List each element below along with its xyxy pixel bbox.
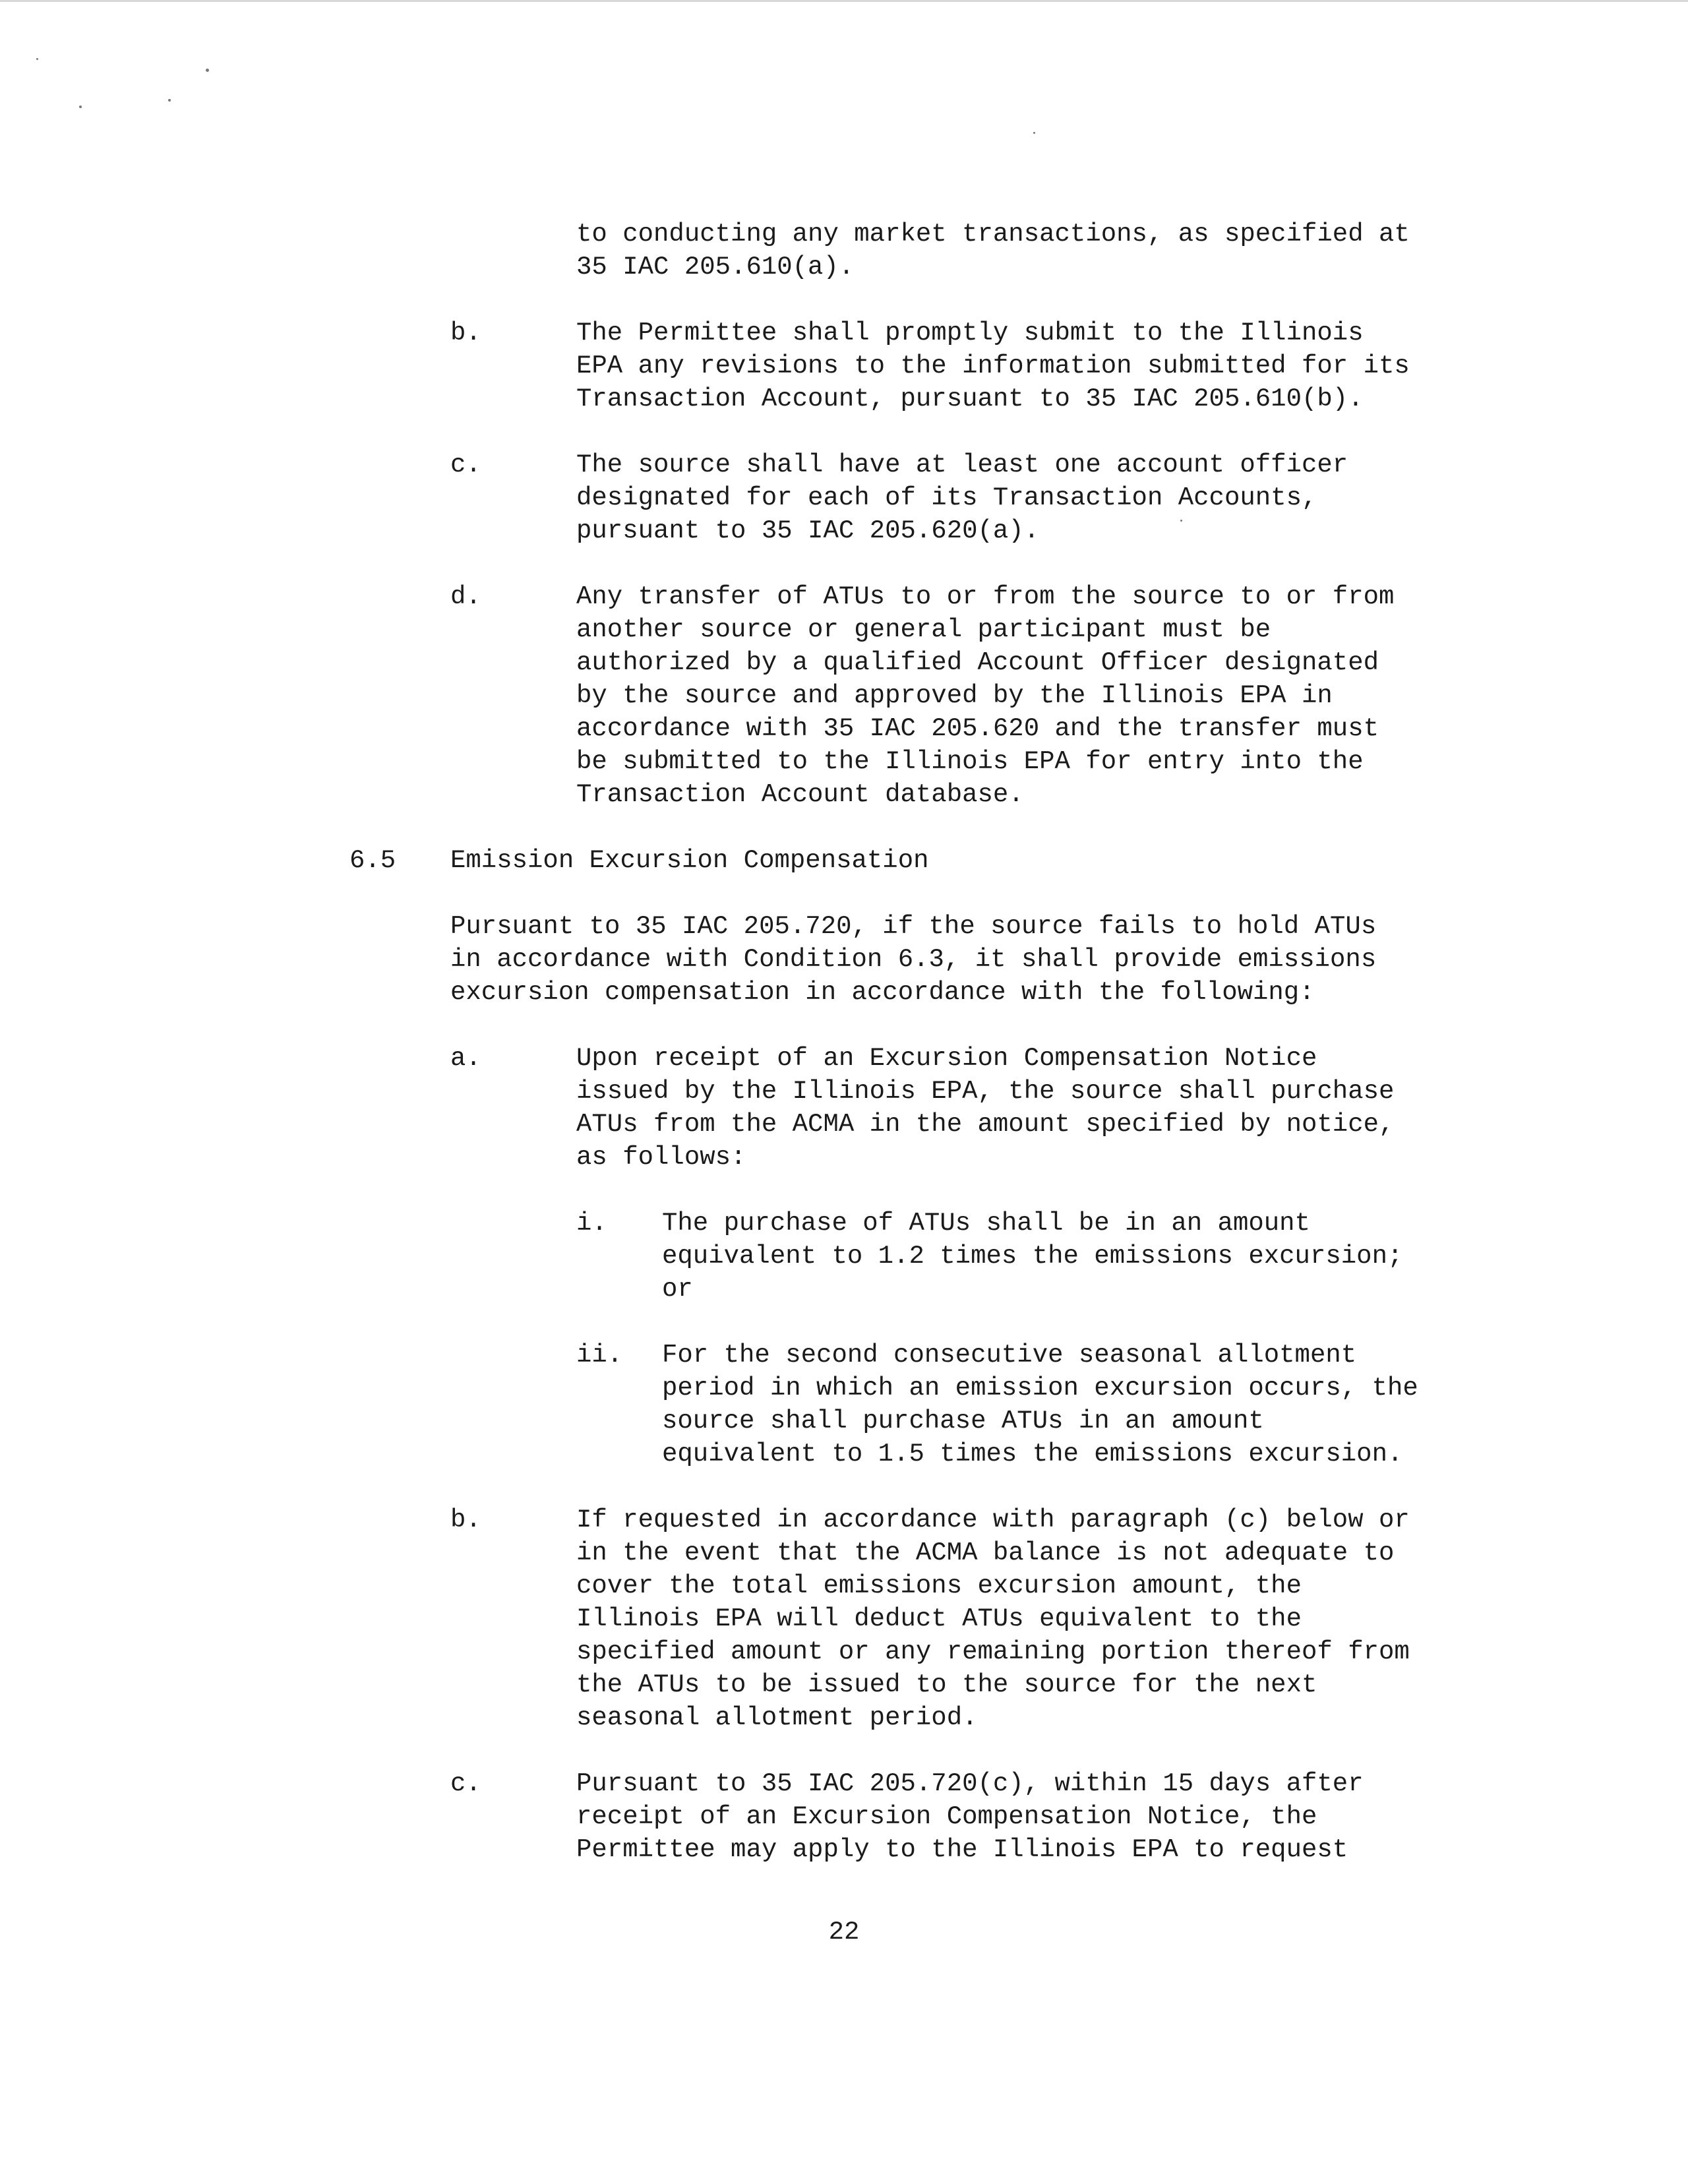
scan-speck (1033, 132, 1035, 134)
section-item-marker-a: a. (450, 1044, 481, 1073)
subitem-text-ii: For the second consecutive seasonal allotment period in which an emission excursion occurs, the source shall purchase ATUs in an amount equivalent to 1.5 times the emissions excursion. (662, 1341, 1418, 1469)
scan-speck (36, 58, 38, 60)
subitem-marker-ii: ii. (576, 1341, 623, 1370)
section-item-marker-b: b. (450, 1505, 481, 1534)
scan-speck (206, 69, 209, 72)
scan-speck (168, 99, 171, 102)
item-marker-b: b. (450, 318, 481, 348)
item-text-c: The source shall have at least one account officer designated for each of its Transaction Accounts, pursuant to 35 IAC 205.620(a). (576, 450, 1348, 545)
subitem-marker-i: i. (576, 1209, 607, 1238)
section-item-text-b: If requested in accordance with paragraph (c) below or in the event that the ACMA balance is not adequate to cover the total emissions excursion amount, the Illinois EPA will deduct ATUs equivalent to the specified amount or any remaining portion thereof from the ATUs to be issued to the source for the next seasonal allotment period. (576, 1505, 1410, 1732)
item-marker-c: c. (450, 450, 481, 479)
subitem-text-i: The purchase of ATUs shall be in an amount equivalent to 1.2 times the emissions excursion; or (662, 1209, 1403, 1304)
section-intro-paragraph: Pursuant to 35 IAC 205.720, if the source fails to hold ATUs in accordance with Condition 6.3, it shall provide emissions excursion compensation in accordance with the following: (450, 912, 1377, 1007)
continuation-paragraph: to conducting any market transactions, as specified at 35 IAC 205.610(a). (576, 220, 1410, 282)
section-item-marker-c: c. (450, 1769, 481, 1798)
page-number: 22 (828, 1918, 860, 1947)
item-marker-d: d. (450, 582, 481, 611)
scan-speck (79, 106, 82, 108)
section-number: 6.5 (349, 846, 396, 875)
section-item-text-a: Upon receipt of an Excursion Compensation Notice issued by the Illinois EPA, the source shall purchase ATUs from the ACMA in the amount specified by notice, as follows: (576, 1044, 1395, 1172)
section-heading: Emission Excursion Compensation (450, 846, 929, 875)
item-text-b: The Permittee shall promptly submit to the Illinois EPA any revisions to the information submitted for its Transaction Account, pursuant to 35 IAC 205.610(b). (576, 318, 1410, 413)
item-text-d: Any transfer of ATUs to or from the source to or from another source or general participant must be authorized by a qualified Account Officer designated by the source and approved by the Illinois EPA in accordance with 35 IAC 205.620 and the transfer must be submitted to the Illinois EPA for entry into the Transaction Account database. (576, 582, 1395, 809)
section-item-text-c: Pursuant to 35 IAC 205.720(c), within 15 days after receipt of an Excursion Compensation Notice, the Permittee may apply to the Illinois EPA to request (576, 1769, 1364, 1864)
scan-edge (0, 0, 1688, 2)
